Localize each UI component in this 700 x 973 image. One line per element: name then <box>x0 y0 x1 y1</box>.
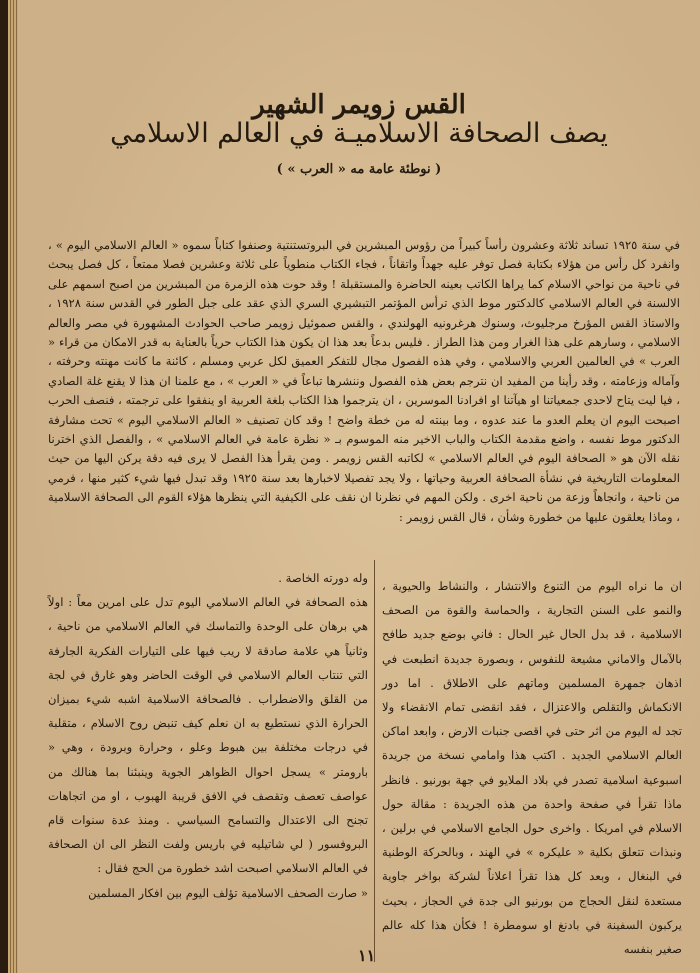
left-column-paragraph: هذه الصحافة في العالم الاسلامي اليوم تدل على امرين معاً : اولاً هي برهان على الوحدة والتماسك في العالم الاسلامي من ناحية ، وثانياً هي علامة صادقة لا ريب فيها على التيارات الفكرية الجارفة التي تنتاب العالم الاسلامي في الوقت الحاضر وهو غارق في لجة من القلق والاضطراب . فالصحافة الاسلامية اشبه شيء بميزان الحرارة الذي نستطيع به ان نعلم كيف تنبض روح الاسلام ، متقلبة في درجات مختلفة بين هبوط وعلو ، وحرارة وبرودة ، وهي « بارومتر » يسجل احوال الظواهر الجوية وينبئنا بما هنالك من عواصف تعصف وتقصف في الافق قريبة الهبوب ، او من اتجاهات تجنح الى الاعتدال والتسامح السياسي . ومنذ عدة سنوات قام البروفسور ( لي شاتيليه في باريس ولفت النظر الى ان الصحافة في العالم الاسلامي اصبحت اشد خطورة من الحج فقال : <box>48 595 368 876</box>
intro-paragraph <box>48 236 680 554</box>
magazine-page <box>18 0 700 973</box>
intro-text: في سنة ١٩٢٥ تساند ثلاثة وعشرون رأساً كبيراً من رؤوس المبشرين في البروتستنتية وصنفوا كتاباً سموه « العالم الاسلامي اليوم » ، وانفرد كل رأس من هؤلاء بكتابة فصل توفر عليه جهداً واتقاناً ، فجاء الكتاب منطوياً على ثلاثة وعشرين فصلا ممتعاً ، كل فصل يبحث في ناحية من نواحي الاسلام كما يراها الكاتب بعينه الحاضرة والمستقبلة ! وقد حوت هذه الزمرة من المبشرين من اصبح اسمهم على الالسنة في العالم الاسلامي كالدكتور موط الذي ترأس المؤتمر التبشيري السري الذي عقد على جبل الطور في القدس سنة ١٩٢٨ ، والاستاذ القس المؤرخ مرجليوث، وسنوك هرغرونيه الهولندي ، والقس صموئيل زويمر صاحب الحوادث المشهورة في مصر والعالم الاسلامي ، وسارهم على هذا الغرار ومن هذا الطراز . فليس بدعاً بعد هذا ان يكون هذا الكتاب حرياً بالعناية به قدر الامكان من قراء « العرب » في العالمين العربي والاسلامي ، وفي هذه الفصول مجال للتفكر العميق لكل عربي ومسلم ، كائنة ما كانت مهنته وحرفته ، وآماله وزعامته ، وقد رأينا من المفيد ان نترجم بعض هذه الفصول وننشرها تباعاً في « العرب » ، مع علمنا ان هذا لا يقنع غلة الصادي ، فيا ليت يتاح لاحدى جمعياتنا او هيآتنا او افرادنا الموسرين ، ان يترجموا هذا الكتاب بلغة العربية او ينفقوا على ترجمته ، فنصف الحرب اصبحت اليوم ان يعلم العدو ما عند عدوه ، وما بينته له من خطة واضح ! وقد كان تصنيف « العالم الاسلامي اليوم » تحت مشارفة الدكتور موط نفسه ، واضع مقدمة الكتاب والباب الاخير منه الموسوم بـ « نظرة عامة في العالم الاسلامي » ، والفصل الذي اخترنا نقله الآن هو « الصحافة اليوم في العالم الاسلامي » لكاتبه القس زويمر . ومن يقرأ هذا الفصل لا يرى فيه دقة يركن اليها من حيث المعلومات التاريخية في نشأة الصحافة العربية وحياتها ، ولا يجد تفصيلا لاخبارها بعد سنة ١٩٢٥ وقد تبدل فيها شيء كثير منها ، فرمي من ناحية ، وانجاهاً وزعة من ناحية اخرى . ولكن المهم في نظرنا ان نقف على الكيفية التي ينظرها هؤلاء القوم الى الصحافة الاسلامية ، وماذا يعلقون عليها من خطورة وشأن ، قال القس زويمر : <box>48 238 681 524</box>
page-number: ١١ <box>358 946 376 965</box>
article-title: القس زويمر الشهير <box>252 90 466 120</box>
left-column-paragraph: « صارت الصحف الاسلامية تؤلف اليوم بين افكار المسلمين <box>88 885 368 900</box>
left-column <box>48 566 368 961</box>
column-divider <box>374 560 375 962</box>
right-column-paragraph: ان ما نراه اليوم من التنوع والانتشار ، والنشاط والحيوية ، والنمو على السنن التجارية ، والحماسة والقوة من الصحف الاسلامية ، قد بدل الحال غير الحال : فاني بوضع جديد طافح بالآمال والاماني مشيعة للنفوس ، وبصورة جديدة انطبعت في اذهان جمهرة المسلمين وماتهم على الاطلاق . اما دور الانكماش والتقلص والاعتزال ، فقد انقضى تمام الانقضاء ولا تجد له اليوم من اثر حتى في اقصى جنبات الارض ، وابعد اماكن العالم الاسلامي الجديد . اكتب هذا وامامي نسخة من جريدة اسبوعية اسلامية تصدر في بلاد الملايو في جهة بورنيو . فانظر ماذا تقرأ في صفحة واحدة من هذه الجريدة : مقالة حول الاسلام في امريكا . واخرى حول الجامع الاسلامي في برلين ، ونبذات تتعلق بكلية « عليكره » في الهند ، وبالحركة الوطنية في البنغال ، وبعد كل هذا تقرأ اعلاناً لشركة بواخر جاوية مستعدة لنقل الحجاج من بورنيو الى جدة في الحجاز ، بحيث يركبون السفينة في بادنغ او سومطرة ! فكأن هذا كله عالم صغير بنفسه <box>382 579 682 957</box>
article-subtitle: يصف الصحافة الاسلاميـة في العالم الاسلامي <box>110 118 608 149</box>
left-column-paragraph: وله دورته الخاصة . <box>278 571 368 585</box>
right-column <box>382 574 682 969</box>
article-byline: ( نوطئة عامة مه « العرب » ) <box>276 162 442 177</box>
